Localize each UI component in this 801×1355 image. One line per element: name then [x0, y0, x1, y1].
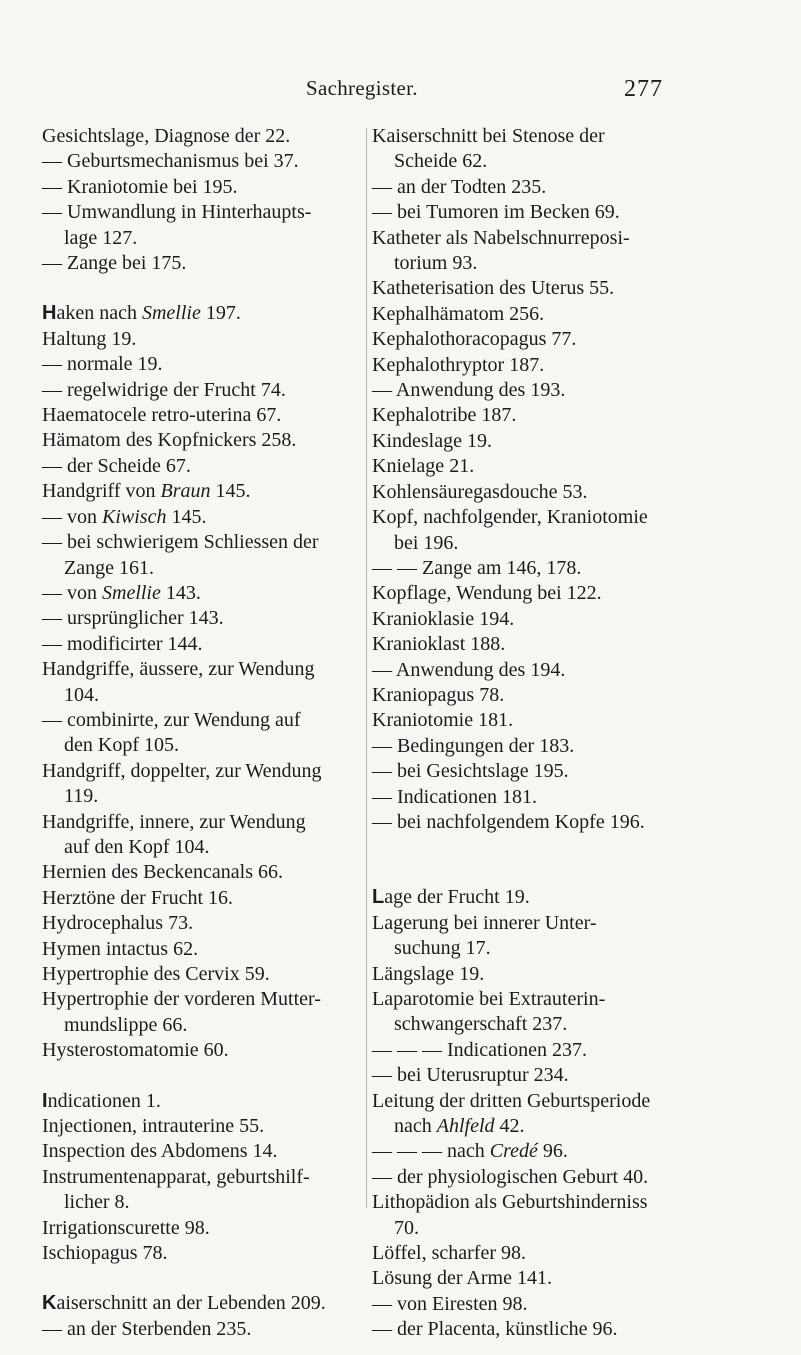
index-entry — [372, 987, 672, 1038]
entry-text: Gesichtslage, Diagnose der 22. — [42, 125, 291, 147]
entry-text: Kraniopagus 78. — [372, 683, 505, 706]
entry-continuation-line — [42, 1190, 392, 1215]
entry-line — [42, 1242, 168, 1264]
entry-line — [42, 938, 198, 960]
entry-text: — Geburtsmechanismus bei 37. — [42, 150, 299, 173]
index-entry — [42, 1139, 392, 1164]
entry-text: Knielage 21. — [372, 455, 475, 478]
person-name: Kiwisch — [102, 505, 167, 528]
section-gap — [42, 1064, 392, 1089]
section-gap — [42, 276, 392, 301]
entry-text: Hämatom des Kopfnickers 258. — [42, 429, 297, 452]
entry-line — [372, 1191, 648, 1213]
entry-text: suchung 17. — [394, 937, 491, 960]
entry-text: — Anwendung des 193. — [372, 379, 566, 402]
section-initial: H — [42, 302, 57, 325]
entry-continuation-line — [42, 226, 392, 251]
entry-line — [42, 988, 321, 1010]
index-entry — [42, 175, 392, 200]
entry-line — [372, 328, 576, 350]
entry-text: — Indicationen 181. — [372, 785, 537, 808]
entry-text: — von Eiresten 98. — [372, 1292, 528, 1315]
index-entry — [42, 937, 392, 962]
entry-text: schwangerschaft 237. — [394, 1013, 568, 1036]
entry-text: Katheterisation des Uterus 55. — [372, 277, 615, 300]
section-initial: L — [372, 886, 385, 909]
entry-text: Hydrocephalus 73. — [42, 912, 194, 935]
entry-continuation-line — [372, 149, 672, 174]
entry-line — [42, 709, 301, 731]
entry-text: Herztöne der Frucht 16. — [42, 886, 234, 909]
index-entry — [42, 759, 392, 810]
entry-text: Lithopädion als Geburtshinderniss — [372, 1191, 648, 1214]
entry-text: — von — [42, 581, 102, 604]
entry-text: — bei nachfolgendem Kopfe 196. — [372, 810, 645, 833]
index-entry — [372, 124, 672, 175]
entry-line — [372, 1039, 587, 1061]
index-entry — [372, 302, 672, 327]
entry-text: aken nach — [56, 302, 142, 325]
index-entry — [372, 734, 672, 759]
entry-line — [372, 303, 544, 325]
index-entry — [42, 581, 392, 606]
entry-text: Kopf, nachfolgender, Kraniotomie — [372, 506, 648, 529]
index-entry — [42, 251, 392, 276]
entry-line — [372, 354, 544, 376]
index-entry — [372, 885, 672, 910]
section-initial: K — [42, 1292, 57, 1315]
entry-text: — regelwidrige der Frucht 74. — [42, 378, 286, 401]
entry-text: — Anwendung des 194. — [372, 658, 566, 681]
index-entry — [372, 327, 672, 352]
entry-line — [372, 176, 546, 198]
entry-text: Kephalhämatom 256. — [372, 302, 545, 325]
entry-text: Kopflage, Wendung bei 122. — [372, 582, 602, 605]
entry-text: Leitung der dritten Geburtsperiode — [372, 1089, 651, 1112]
entry-line — [42, 963, 270, 985]
index-column-right — [372, 124, 672, 1343]
index-entry — [372, 276, 672, 301]
entry-line — [42, 480, 251, 502]
entry-text: Kranioklast 188. — [372, 633, 506, 656]
entry-line — [42, 404, 281, 426]
index-entry — [42, 1165, 392, 1216]
entry-text: 119. — [64, 785, 99, 808]
entry-line — [42, 1039, 229, 1061]
entry-text: Längslage 19. — [372, 962, 485, 985]
entry-line — [372, 1166, 648, 1188]
index-entry — [42, 708, 392, 759]
entry-text: Kephalotribe 187. — [372, 404, 517, 427]
index-entry — [42, 1241, 392, 1266]
entry-text: nach — [394, 1115, 437, 1138]
column-divider — [366, 128, 367, 1208]
entry-text: Irrigationscurette 98. — [42, 1216, 210, 1239]
entry-line — [372, 1090, 650, 1112]
index-entry — [42, 200, 392, 251]
entry-text: lage 127. — [64, 226, 138, 249]
entry-line — [42, 201, 311, 223]
index-entry — [42, 149, 392, 174]
entry-text: — combinirte, zur Wendung auf — [42, 708, 301, 731]
entry-text: — Bedingungen der 183. — [372, 734, 575, 757]
entry-line — [42, 531, 319, 553]
entry-text: age der Frucht 19. — [384, 886, 530, 909]
entry-text: — bei Gesichtslage 195. — [372, 760, 569, 783]
index-entry — [42, 454, 392, 479]
entry-text: Hypertrophie des Cervix 59. — [42, 963, 270, 985]
index-entry — [42, 606, 392, 631]
index-entry — [372, 1317, 672, 1342]
entry-text: Instrumentenapparat, geburtshilf- — [42, 1165, 310, 1188]
entry-continuation-line — [42, 556, 392, 581]
entry-continuation-line — [42, 733, 392, 758]
index-entry — [372, 962, 672, 987]
entry-text: — von — [42, 505, 102, 528]
entry-line — [372, 379, 565, 401]
entry-line — [372, 811, 645, 833]
entry-line — [42, 861, 283, 883]
entry-text: torium 93. — [394, 252, 478, 275]
entry-text: 104. — [64, 683, 99, 706]
index-entry — [372, 1190, 672, 1241]
entry-text: Katheter als Nabelschnurreposi- — [372, 226, 630, 249]
section-gap — [372, 835, 672, 860]
entry-line — [372, 430, 492, 452]
entry-text: Lagerung bei innerer Unter- — [372, 911, 597, 934]
section-gap — [372, 860, 672, 885]
index-column-left — [42, 124, 392, 1342]
entry-line — [372, 735, 574, 757]
entry-line — [42, 176, 238, 198]
index-entry — [372, 581, 672, 606]
entry-text: — bei Tumoren im Becken 69. — [372, 201, 620, 224]
entry-text: mundslippe 66. — [64, 1013, 188, 1036]
entry-line — [42, 1115, 264, 1137]
entry-line — [42, 252, 186, 274]
entry-line — [48, 1090, 161, 1112]
index-entry — [372, 911, 672, 962]
entry-line — [42, 760, 322, 782]
index-entry — [42, 301, 392, 326]
entry-text: auf den Kopf 104. — [64, 835, 210, 858]
entry-text: den Kopf 105. — [64, 734, 179, 757]
page-number: 277 — [624, 76, 663, 102]
entry-continuation-line — [372, 1114, 672, 1139]
person-name: Credé — [489, 1140, 538, 1163]
entry-continuation-line — [372, 251, 672, 276]
entry-line — [42, 582, 201, 604]
entry-text: Handgriffe, innere, zur Wendung — [42, 810, 306, 833]
index-entry — [42, 1038, 392, 1063]
entry-line — [372, 506, 648, 528]
person-name: Smellie — [141, 302, 201, 325]
index-entry — [42, 1114, 392, 1139]
entry-line — [384, 886, 530, 908]
entry-text: — bei Uterusruptur 234. — [372, 1064, 569, 1087]
entry-text: 42. — [494, 1115, 525, 1138]
entry-text: Laparotomie bei Extrauterin- — [372, 988, 606, 1010]
entry-text: 143. — [160, 581, 201, 604]
index-entry — [372, 226, 672, 277]
entry-text: Handgriffe, äussere, zur Wendung — [42, 658, 315, 681]
index-entry — [372, 810, 672, 835]
entry-line — [372, 201, 620, 223]
index-entry — [372, 454, 672, 479]
person-name: Smellie — [102, 581, 161, 604]
index-entry — [42, 505, 392, 530]
entry-line — [372, 1242, 526, 1264]
index-entry — [42, 1317, 392, 1342]
index-entry — [372, 429, 672, 454]
entry-text: licher 8. — [64, 1191, 130, 1214]
entry-text: Inspection des Abdomens 14. — [42, 1140, 278, 1163]
index-entry — [372, 708, 672, 733]
entry-continuation-line — [372, 1012, 672, 1037]
entry-continuation-line — [372, 531, 672, 556]
index-entry — [372, 1241, 672, 1266]
index-entry — [372, 200, 672, 225]
index-entry — [42, 530, 392, 581]
index-entry — [42, 657, 392, 708]
entry-line — [372, 709, 513, 731]
index-entry — [372, 632, 672, 657]
index-entry — [372, 505, 672, 556]
entry-text: Injectionen, intrauterine 55. — [42, 1115, 265, 1138]
entry-continuation-line — [372, 1216, 672, 1241]
entry-line — [372, 1293, 528, 1315]
entry-line — [42, 328, 136, 350]
entry-continuation-line — [42, 835, 392, 860]
index-entry — [372, 556, 672, 581]
entry-text: — an der Sterbenden 235. — [42, 1317, 252, 1340]
index-entry — [42, 352, 392, 377]
entry-line — [42, 1166, 310, 1188]
entry-line — [42, 125, 290, 147]
entry-text: — — Zange am 146, 178. — [372, 556, 582, 579]
entry-line — [372, 277, 614, 299]
index-entry — [42, 403, 392, 428]
index-entry — [42, 124, 392, 149]
entry-line — [42, 887, 233, 909]
entry-continuation-line — [42, 1013, 392, 1038]
entry-line — [372, 227, 630, 249]
entry-text: 70. — [394, 1216, 419, 1239]
entry-text: — modificirter 144. — [42, 632, 203, 655]
entry-text: — Umwandlung in Hinterhaupts- — [42, 201, 312, 224]
entry-text: Kranioklasie 194. — [372, 607, 515, 630]
index-entry — [372, 480, 672, 505]
index-entry — [42, 1089, 392, 1114]
entry-text: bei 196. — [394, 531, 459, 554]
entry-line — [372, 912, 597, 934]
entry-continuation-line — [42, 784, 392, 809]
entry-text: — der Scheide 67. — [42, 454, 191, 477]
entry-text: Ischiopagus 78. — [42, 1242, 168, 1265]
index-entry — [372, 1038, 672, 1063]
index-entry — [42, 1216, 392, 1241]
entry-line — [372, 760, 569, 782]
entry-text: 96. — [537, 1140, 568, 1163]
entry-line — [42, 658, 315, 680]
entry-line — [372, 557, 581, 579]
index-entry — [372, 1292, 672, 1317]
entry-line — [372, 659, 565, 681]
entry-line — [42, 455, 191, 477]
entry-text: Kraniotomie 181. — [372, 709, 514, 732]
entry-line — [372, 633, 505, 655]
entry-text: — bei schwierigem Schliessen der — [42, 531, 319, 554]
entry-text: — Zange bei 175. — [42, 252, 187, 275]
entry-text: — normale 19. — [42, 353, 163, 376]
entry-text: Kohlensäuregasdouche 53. — [372, 480, 588, 503]
entry-line — [56, 1292, 325, 1314]
entry-line — [372, 963, 484, 985]
index-entry — [42, 911, 392, 936]
entry-text: Kephalothryptor 187. — [372, 353, 545, 376]
entry-text: — ursprünglicher 143. — [42, 607, 224, 630]
entry-text: — — — Indicationen 237. — [372, 1038, 587, 1061]
entry-line — [372, 1318, 618, 1340]
entry-continuation-line — [42, 683, 392, 708]
entry-text: Haematocele retro-uterina 67. — [42, 404, 282, 427]
entry-line — [42, 1318, 251, 1340]
index-entry — [372, 353, 672, 378]
entry-line — [372, 1140, 568, 1162]
index-entry — [372, 403, 672, 428]
entry-text: Scheide 62. — [394, 150, 488, 173]
entry-text: 145. — [166, 505, 207, 528]
index-entry — [42, 1291, 392, 1316]
index-entry — [372, 759, 672, 784]
person-name: Braun — [160, 480, 211, 503]
entry-line — [372, 481, 588, 503]
entry-line — [56, 302, 240, 324]
entry-line — [372, 1064, 569, 1086]
entry-line — [372, 582, 602, 604]
entry-line — [372, 455, 474, 477]
entry-text: Haltung 19. — [42, 327, 137, 350]
entry-line — [42, 633, 203, 655]
entry-line — [42, 429, 296, 451]
index-entry — [372, 683, 672, 708]
section-gap — [42, 1266, 392, 1291]
index-entry — [372, 1266, 672, 1291]
entry-line — [42, 379, 286, 401]
entry-line — [42, 1140, 278, 1162]
entry-text: Löffel, scharfer 98. — [372, 1242, 527, 1265]
entry-line — [372, 125, 605, 147]
entry-line — [372, 404, 516, 426]
index-entry — [42, 987, 392, 1038]
index-entry — [42, 378, 392, 403]
entry-text: 145. — [210, 480, 251, 503]
index-entry — [42, 327, 392, 352]
index-entry — [372, 1139, 672, 1164]
entry-text: 197. — [200, 302, 241, 325]
entry-line — [42, 150, 299, 172]
entry-text: Kaiserschnitt bei Stenose der — [372, 125, 605, 147]
entry-text: — Kraniotomie bei 195. — [42, 175, 238, 198]
entry-line — [42, 912, 193, 934]
entry-text: Hysterostomatomie 60. — [42, 1039, 229, 1062]
index-entry — [372, 607, 672, 632]
entry-continuation-line — [372, 936, 672, 961]
index-entry — [372, 175, 672, 200]
entry-line — [42, 607, 224, 629]
entry-text: — der Placenta, künstliche 96. — [372, 1318, 618, 1341]
index-entry — [372, 658, 672, 683]
entry-line — [42, 506, 206, 528]
index-entry — [372, 1063, 672, 1088]
index-entry — [42, 860, 392, 885]
entry-line — [372, 608, 514, 630]
person-name: Ahlfeld — [436, 1115, 495, 1138]
entry-line — [372, 786, 537, 808]
entry-text: — der physiologischen Geburt 40. — [372, 1165, 649, 1188]
entry-line — [42, 1217, 210, 1239]
index-entry — [372, 378, 672, 403]
entry-text: Hypertrophie der vorderen Mutter- — [42, 988, 321, 1011]
entry-text: — an der Todten 235. — [372, 175, 547, 198]
index-entry — [42, 428, 392, 453]
index-entry — [42, 632, 392, 657]
index-entry — [42, 810, 392, 861]
entry-text: aiserschnitt an der Lebenden 209. — [56, 1292, 326, 1315]
entry-line — [42, 353, 163, 375]
entry-line — [42, 811, 306, 833]
entry-text: Handgriff von — [42, 480, 161, 503]
entry-text: Hymen intactus 62. — [42, 937, 199, 960]
entry-line — [372, 684, 504, 706]
page-header — [0, 76, 801, 106]
index-entry — [372, 1165, 672, 1190]
entry-text: Handgriff, doppelter, zur Wendung — [42, 759, 322, 782]
entry-text: Zange 161. — [64, 556, 154, 579]
entry-line — [372, 1267, 552, 1289]
entry-text: Lösung der Arme 141. — [372, 1267, 552, 1290]
index-entry — [42, 886, 392, 911]
entry-line — [372, 988, 605, 1010]
index-entry — [42, 962, 392, 987]
entry-text: ndicationen 1. — [47, 1089, 161, 1112]
index-entry — [372, 785, 672, 810]
entry-text: Kephalothoracopagus 77. — [372, 328, 577, 351]
index-entry — [42, 479, 392, 504]
entry-text: Hernien des Beckencanals 66. — [42, 861, 284, 884]
section-initial: I — [42, 1089, 48, 1112]
running-title: Sachregister. — [306, 76, 418, 100]
entry-text: — — — nach — [372, 1140, 490, 1163]
index-entry — [372, 1089, 672, 1140]
entry-text: Kindeslage 19. — [372, 429, 492, 452]
